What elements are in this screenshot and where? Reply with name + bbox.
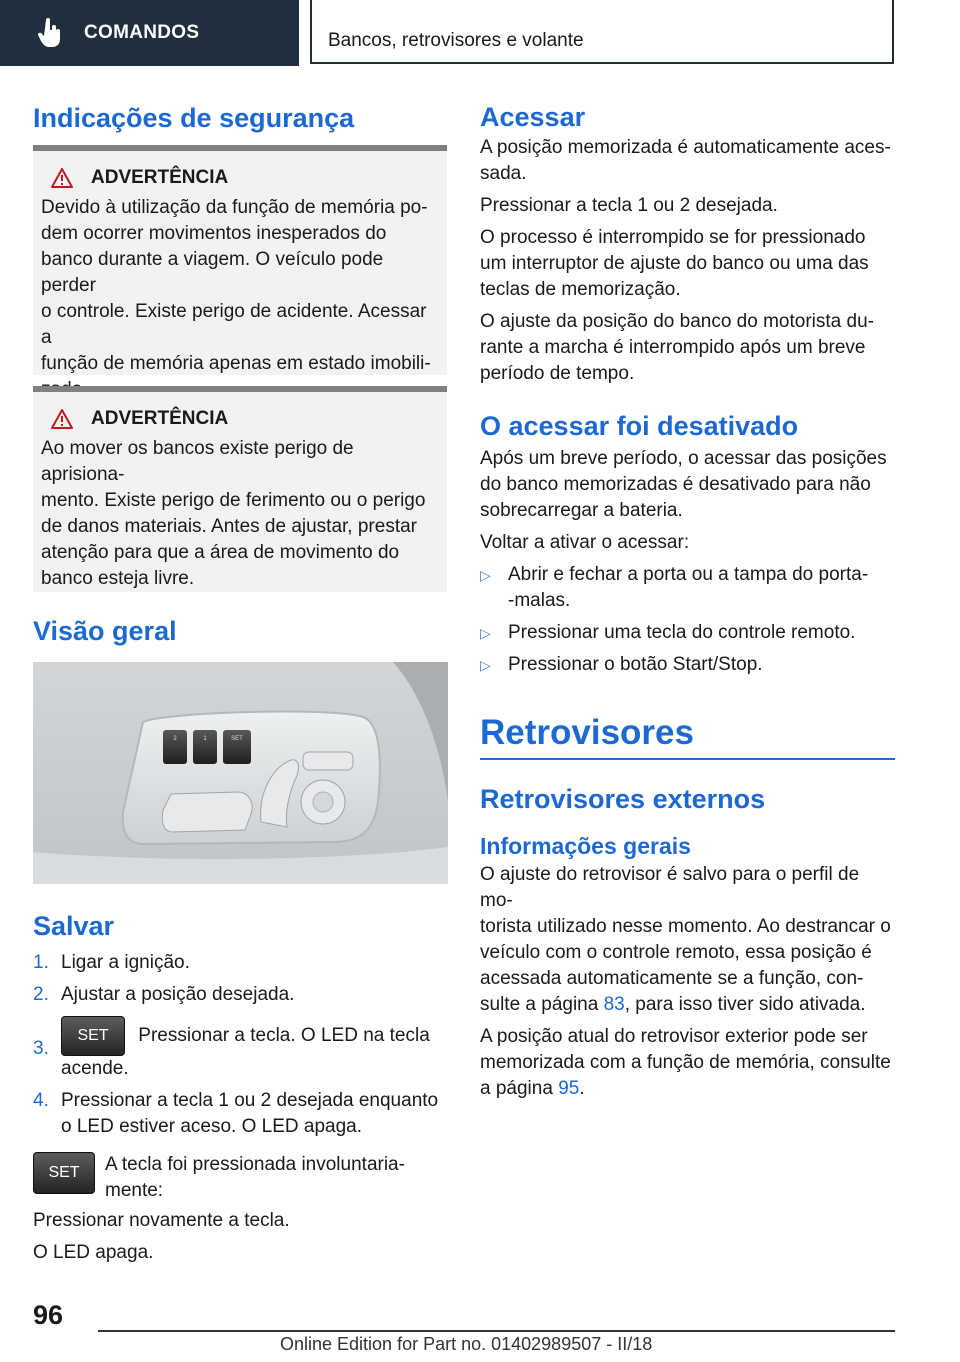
- paragraph: O LED apaga.: [33, 1242, 154, 1263]
- paragraph: [480, 862, 895, 1018]
- text-line: A posição memorizada é automaticamente aces-: [480, 137, 891, 158]
- section-label: COMANDOS: [84, 22, 200, 43]
- warning-line: Ao mover os bancos existe perigo de aprisiona-: [41, 438, 354, 485]
- note-text: [105, 1152, 405, 1204]
- list-item: [33, 1016, 448, 1082]
- bullet-text: Pressionar uma tecla do controle remoto.: [508, 622, 856, 643]
- note-line: A tecla foi pressionada involuntaria-: [105, 1154, 405, 1175]
- warning-line: Devido à utilização da função de memória po-: [41, 197, 428, 218]
- access-heading: Acessar: [480, 102, 586, 132]
- bullet-text: -malas.: [508, 590, 571, 611]
- warning-body: [41, 436, 437, 592]
- paragraph: [480, 225, 895, 303]
- text-line: um interruptor de ajuste do banco ou uma das: [480, 253, 869, 274]
- text-line: acessada automaticamente se a função, con-: [480, 968, 864, 989]
- triangle-bullet-icon: ▷: [480, 657, 491, 673]
- warning-body: [41, 195, 437, 403]
- key-label: 1: [203, 736, 207, 742]
- list-item: [33, 950, 448, 976]
- set-button-image: SET: [33, 1152, 95, 1194]
- list-item: [480, 562, 895, 614]
- paragraph: [480, 193, 895, 219]
- deactivated-heading: O acessar foi desativado: [480, 411, 799, 441]
- text-line: Voltar a ativar o acessar:: [480, 532, 690, 553]
- text-line: veículo com o controle remoto, essa posição é: [480, 942, 872, 963]
- key-label: 2: [173, 736, 177, 742]
- text-fragment: a página: [480, 1078, 559, 1099]
- triangle-bullet-icon: ▷: [480, 567, 491, 583]
- text-line: torista utilizado nesse momento. Ao destrancar o: [480, 916, 891, 937]
- text-line: período de tempo.: [480, 363, 635, 384]
- section-rule: [480, 758, 895, 760]
- warning-title: [51, 167, 437, 189]
- step-number: 2.: [33, 984, 49, 1005]
- bullet-text: Abrir e fechar a porta ou a tampa do porta-: [508, 564, 869, 585]
- warning-line: função de memória apenas em estado imobili-: [41, 353, 431, 374]
- text-line: do banco memorizadas é desativado para não: [480, 474, 871, 495]
- page-number: 96: [33, 1300, 64, 1330]
- general-info-heading: Informações gerais: [480, 833, 691, 859]
- list-item: [480, 652, 895, 678]
- triangle-bullet-icon: ▷: [480, 625, 491, 641]
- list-item: [33, 982, 448, 1008]
- warning-line: banco esteja livre.: [41, 568, 195, 589]
- warning-triangle-icon: [51, 168, 73, 188]
- text-fragment: .: [579, 1078, 585, 1099]
- step-text: Ajustar a posição desejada.: [61, 984, 295, 1005]
- step-number: 4.: [33, 1090, 49, 1111]
- warning-line: dem ocorrer movimentos inesperados do: [41, 223, 387, 244]
- warning-line: atenção para que a área de movimento do: [41, 542, 400, 563]
- warning-line: mento. Existe perigo de ferimento ou o perigo: [41, 490, 426, 511]
- step-number: 1.: [33, 952, 49, 973]
- warning-title-text: ADVERTÊNCIA: [91, 408, 229, 429]
- safety-heading: Indicações de segurança: [33, 103, 355, 133]
- text-line: O ajuste do retrovisor é salvo para o perfil de mo-: [480, 864, 860, 911]
- warning-box-2: [33, 386, 447, 592]
- step-text: Pressionar a tecla. O LED na tecla: [138, 1025, 430, 1047]
- seat-controls-image: [33, 662, 448, 884]
- chapter-title: Bancos, retrovisores e volante: [328, 30, 584, 51]
- paragraph: [480, 1024, 895, 1102]
- paragraph: [480, 309, 895, 387]
- note: [33, 1152, 448, 1204]
- header-chapter-box: [310, 0, 894, 64]
- key-label: SET: [231, 736, 243, 742]
- text-line: sobrecarregar a bateria.: [480, 500, 683, 521]
- right-column: [480, 102, 895, 678]
- hand-pointer-icon: [38, 18, 64, 48]
- warning-line: o controle. Existe perigo de acidente. Acessar a: [41, 301, 427, 348]
- page-link[interactable]: 95: [558, 1078, 580, 1099]
- text-line: O ajuste da posição do banco do motorista du-: [480, 311, 874, 332]
- header-section-tab: [0, 0, 299, 66]
- warning-line: de danos materiais. Antes de ajustar, prestar: [41, 516, 417, 537]
- warning-line: banco durante a viagem. O veículo pode perder: [41, 249, 384, 296]
- external-mirrors-heading: Retrovisores externos: [480, 784, 766, 814]
- step-text: o LED estiver aceso. O LED apaga.: [61, 1116, 362, 1137]
- save-heading: Salvar: [33, 911, 115, 941]
- paragraph: [480, 530, 895, 556]
- mirrors-heading: Retrovisores: [480, 713, 694, 752]
- overview-heading: Visão geral: [33, 616, 177, 646]
- text-fragment: , para isso tiver sido ativada.: [624, 994, 866, 1015]
- text-line: sada.: [480, 163, 527, 184]
- text-line: rante a marcha é interrompido após um breve: [480, 337, 866, 358]
- list-item: [33, 1088, 448, 1140]
- mirrors-section: [480, 784, 895, 1102]
- note-line: mente:: [105, 1180, 164, 1201]
- step-text: Ligar a ignição.: [61, 952, 190, 973]
- footer-edition: Online Edition for Part no. 01402989507 - II/18: [280, 1334, 653, 1354]
- list-item: [480, 620, 895, 646]
- warning-box-1: [33, 145, 447, 375]
- text-line: Pressionar a tecla 1 ou 2 desejada.: [480, 195, 778, 216]
- steps-list: [33, 950, 448, 1140]
- paragraph: [480, 135, 895, 187]
- step-text: Pressionar a tecla 1 ou 2 desejada enquanto: [61, 1090, 439, 1111]
- warning-title: [51, 408, 437, 430]
- text-line: memorizada com a função de memória, consulte: [480, 1052, 891, 1073]
- paragraph: [480, 446, 895, 524]
- text-line: teclas de memorização.: [480, 279, 681, 300]
- text-line: Após um breve período, o acessar das posições: [480, 448, 887, 469]
- page-link[interactable]: 83: [603, 994, 625, 1015]
- text-line: O processo é interrompido se for pressionado: [480, 227, 866, 248]
- text-line: A posição atual do retrovisor exterior pode ser: [480, 1026, 868, 1047]
- footer-rule: [98, 1330, 895, 1332]
- step-text: acende.: [61, 1058, 129, 1079]
- paragraph: Pressionar novamente a tecla.: [33, 1210, 290, 1231]
- warning-triangle-icon: [51, 409, 73, 429]
- step-number: 3.: [33, 1038, 49, 1059]
- text-fragment: sulte a página: [480, 994, 604, 1015]
- warning-title-text: ADVERTÊNCIA: [91, 167, 229, 188]
- set-button-image: SET: [61, 1016, 125, 1056]
- bullet-text: Pressionar o botão Start/Stop.: [508, 654, 763, 675]
